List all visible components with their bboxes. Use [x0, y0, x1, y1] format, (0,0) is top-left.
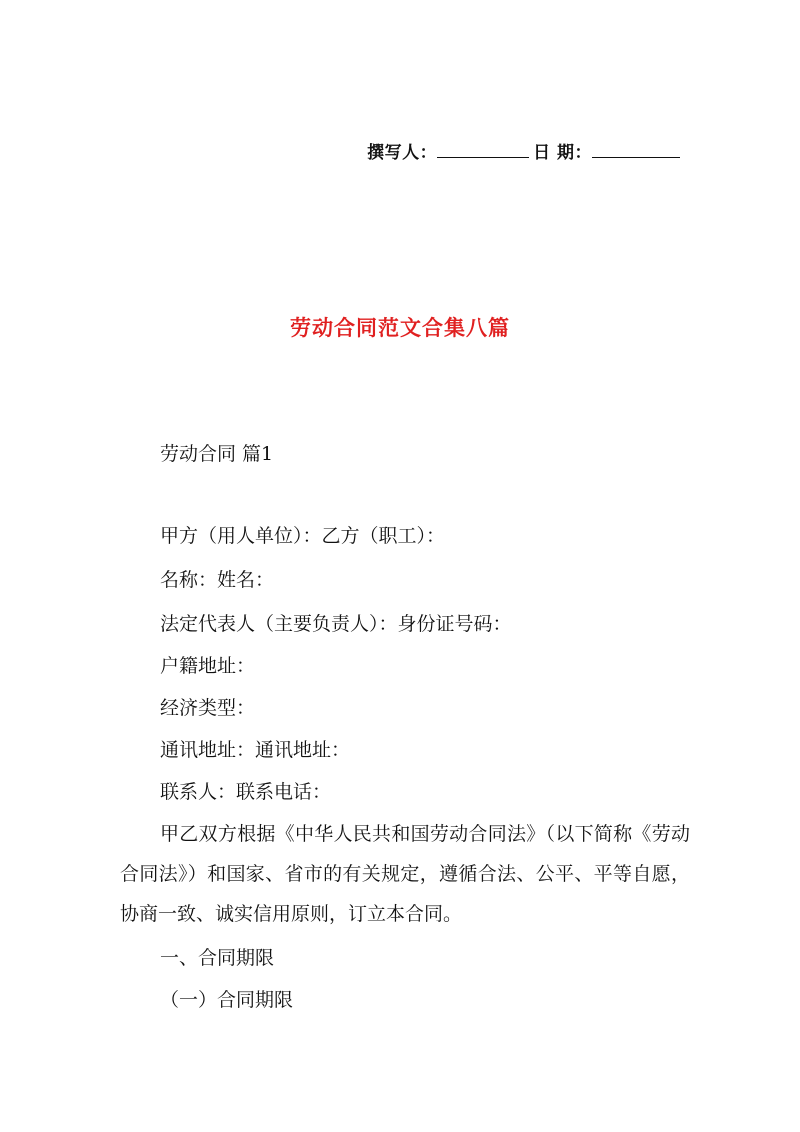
economic-type-line: 经济类型：: [160, 697, 256, 719]
clause-heading: 一、合同期限: [160, 947, 275, 969]
section-heading: 劳动合同 篇1: [160, 443, 274, 465]
sub-clause-heading: （一）合同期限: [160, 989, 294, 1011]
author-date-line: [367, 138, 680, 163]
contact-line: 联系人：联系电话：: [160, 781, 332, 803]
household-address-line: 户籍地址：: [160, 655, 256, 677]
legal-rep-line: 法定代表人（主要负责人）：身份证号码：: [160, 613, 512, 635]
author-label: 撰写人：: [367, 143, 438, 163]
mailing-address-line: 通讯地址：通讯地址：: [160, 739, 351, 761]
document-title: 劳动合同范文合集八篇: [290, 315, 510, 340]
preamble-paragraph: 甲乙双方根据《中华人民共和国劳动合同法》（以下简称《劳动合同法》）和国家、省市的有关规定，遵循合法、公平、平等自愿，协商一致、诚实信用原则，订立本合同。: [120, 823, 690, 925]
party-line: 甲方（用人单位）：乙方（职工）：: [160, 525, 446, 547]
name-line: 名称：姓名：: [160, 569, 275, 591]
date-blank: [592, 143, 680, 158]
author-blank: [437, 143, 529, 158]
date-label: 日 期：: [533, 143, 592, 163]
